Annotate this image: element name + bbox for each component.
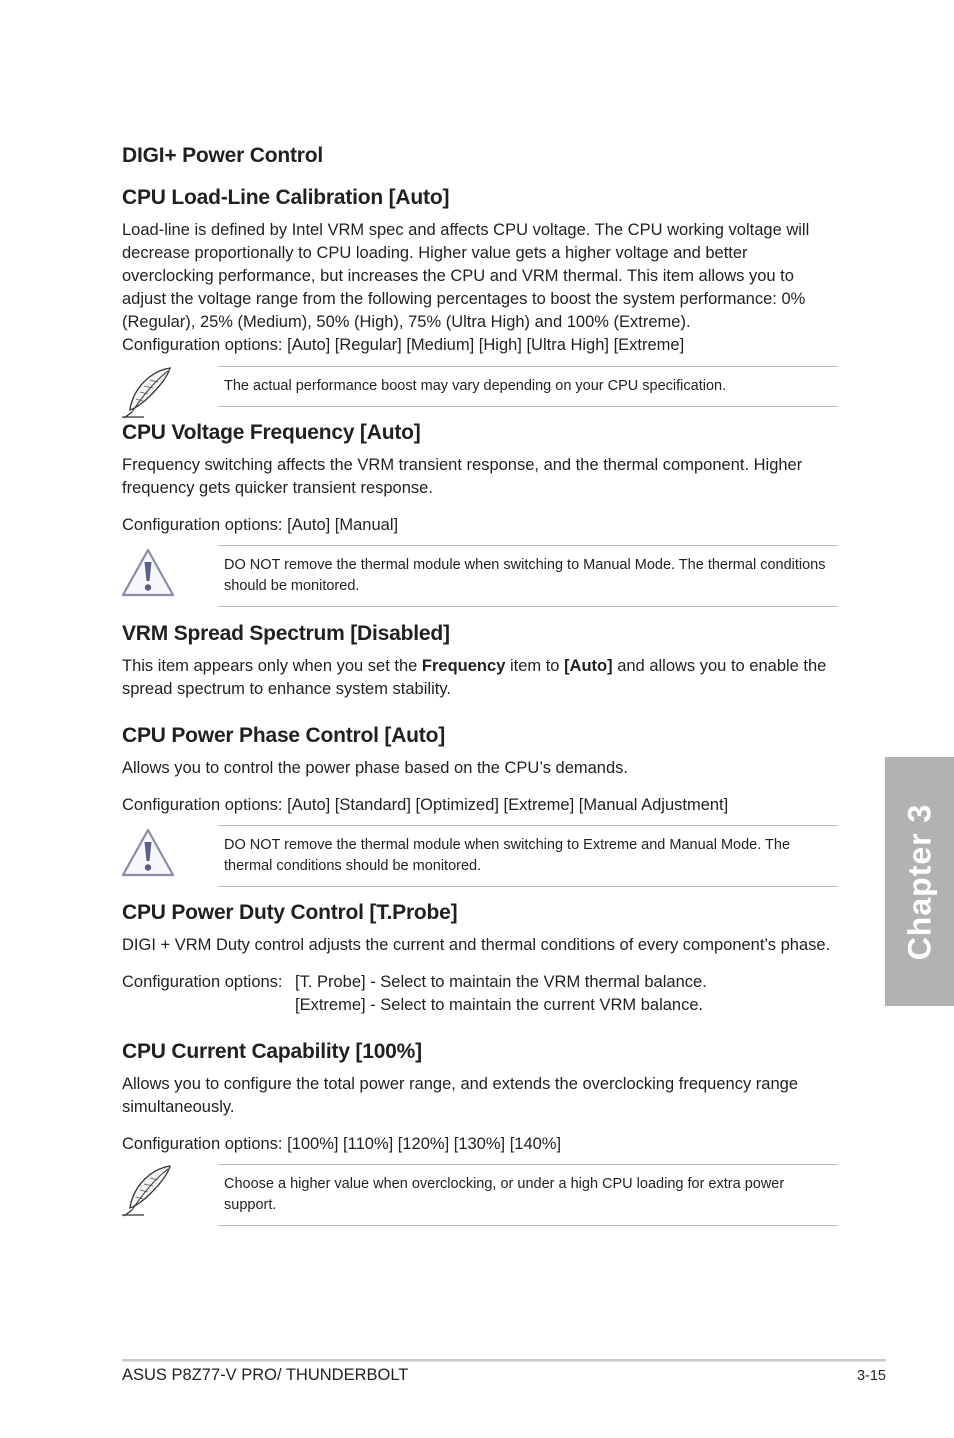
current-body: Allows you to configure the total power range, and extends the overclocking frequency range simultaneously.: [122, 1075, 798, 1116]
current-heading: CPU Current Capability [100%]: [122, 1040, 422, 1063]
vrm-body-part-3: and allows you to enable the spread spectrum to enhance system stability.: [122, 657, 827, 698]
phase-heading: CPU Power Phase Control [Auto]: [122, 724, 446, 747]
phase-body: Allows you to control the power phase based on the CPU’s demands.: [122, 759, 628, 777]
duty-option-row-2: [122, 994, 838, 1017]
phase-options: Configuration options: [Auto] [Standard] [Optimized] [Extreme] [Manual Adjustment]: [122, 796, 729, 814]
page-content: [122, 142, 838, 1226]
footer-divider: [122, 1359, 886, 1362]
vfreq-warning-box: [120, 545, 838, 607]
current-note-text: Choose a higher value when overclocking, or under a high CPU loading for extra power support.: [218, 1164, 838, 1226]
warning-triangle-icon: [120, 547, 176, 599]
llc-body: Load-line is defined by Intel VRM spec and affects CPU voltage. The CPU working voltage will decrease proportionally to CPU loading. Higher value gets a higher voltage and better overclocking performance, but increases the CPU and VRM thermal. This item allows you to adjust the voltage range from the following percentages to boost the system performance: 0% (Regular), 25% (Medium), 50% (High), 75% (Ultra High) and 100% (Extreme).: [122, 221, 810, 331]
vrm-body-frequency: Frequency: [421, 657, 506, 675]
phase-warning-box: [120, 825, 838, 887]
phase-warning-text: DO NOT remove the thermal module when switching to Extreme and Manual Mode. The thermal conditions should be monitored.: [218, 825, 838, 887]
section-title: DIGI+ Power Control: [122, 144, 323, 167]
current-note-box: [120, 1164, 838, 1226]
duty-body: DIGI + VRM Duty control adjusts the current and thermal conditions of every component’s phase.: [122, 936, 831, 954]
current-options: Configuration options: [100%] [110%] [120%] [130%] [140%]: [122, 1135, 562, 1153]
vfreq-options: Configuration options: [Auto] [Manual]: [122, 516, 399, 534]
vrm-heading: VRM Spread Spectrum [Disabled]: [122, 622, 450, 645]
vrm-body-auto: [Auto]: [564, 657, 613, 675]
duty-option-2: [Extreme] - Select to maintain the current VRM balance.: [295, 996, 704, 1014]
chapter-tab: [885, 757, 954, 1006]
llc-heading: CPU Load-Line Calibration [Auto]: [122, 186, 450, 209]
vfreq-body: Frequency switching affects the VRM transient response, and the thermal component. Higher frequency gets quicker transient response.: [122, 456, 803, 497]
footer-page-number: 3-15: [856, 1368, 886, 1384]
warning-triangle-icon: [120, 827, 176, 879]
llc-note-text: The actual performance boost may vary depending on your CPU specification.: [218, 366, 838, 407]
feather-pen-icon: [120, 366, 176, 420]
duty-option-1: [T. Probe] - Select to maintain the VRM thermal balance.: [295, 973, 707, 991]
vfreq-heading: CPU Voltage Frequency [Auto]: [122, 421, 421, 444]
duty-options: [122, 971, 838, 1017]
vrm-body: [122, 655, 838, 701]
llc-options: Configuration options: [Auto] [Regular] [Medium] [High] [Ultra High] [Extreme]: [122, 336, 685, 354]
vrm-body-part-1: This item appears only when you set the: [122, 657, 422, 675]
chapter-tab-label: Chapter 3: [901, 803, 937, 960]
vrm-body-part-2: item to: [505, 657, 565, 675]
duty-option-row-1: [122, 971, 838, 994]
llc-note-box: [120, 366, 838, 407]
footer-product-name: ASUS P8Z77-V PRO/ THUNDERBOLT: [122, 1366, 409, 1384]
duty-options-label: Configuration options:: [122, 973, 283, 991]
duty-heading: CPU Power Duty Control [T.Probe]: [122, 901, 458, 924]
vfreq-warning-text: DO NOT remove the thermal module when switching to Manual Mode. The thermal conditions should be monitored.: [218, 545, 838, 607]
feather-pen-icon: [120, 1164, 176, 1218]
